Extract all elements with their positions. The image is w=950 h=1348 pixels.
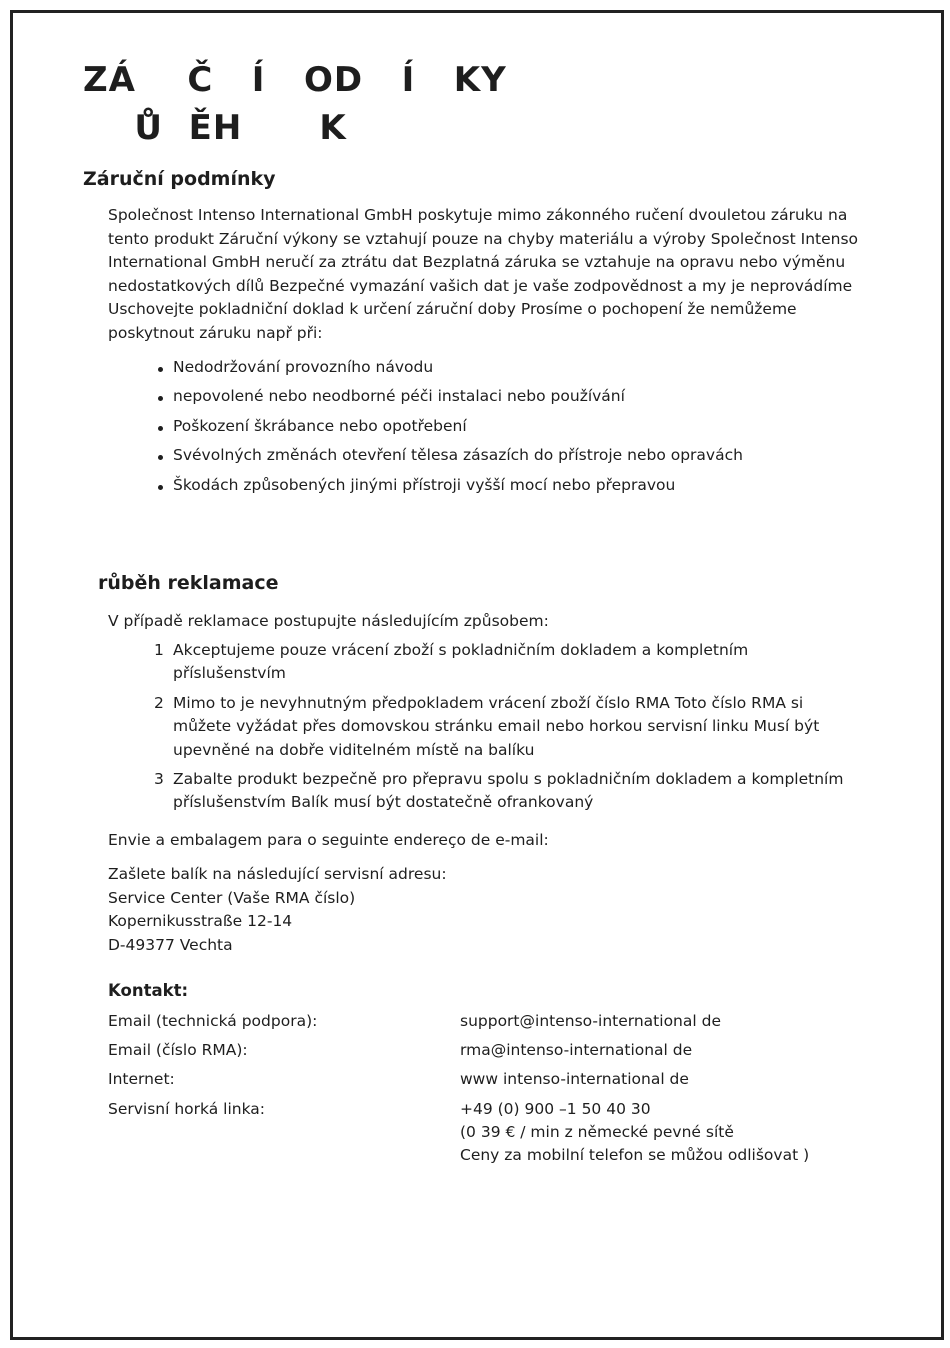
step-line: příslušenstvím (173, 664, 286, 682)
email-note: Envie a embalagem para o seguinte endereço de e-mail: (108, 831, 549, 849)
list-item: nepovolené nebo neodborné péči instalaci nebo používání (173, 387, 625, 405)
step-line: můžete vyžádat přes domovskou stránku email nebo horkou servisní linku Musí být (173, 717, 820, 735)
address-line: Kopernikusstraße 12-14 (108, 912, 293, 930)
contact-heading: Kontakt: (108, 981, 189, 1000)
contact-hotline-note: Ceny za mobilní telefon se můžou odlišovat ) (460, 1146, 810, 1164)
contact-email-support[interactable]: support@intenso-international de (460, 1012, 721, 1030)
warranty-heading: Záruční podmínky (83, 168, 276, 190)
page-title-line-2: Ů ĚH K (83, 108, 347, 148)
list-item: Škodách způsobených jinými přístroji vyšší mocí nebo přepravou (173, 476, 676, 494)
contact-label: Email (technická podpora): (108, 1012, 318, 1030)
list-item: Svévolných změnách otevření tělesa zásazích do přístroje nebo opravách (173, 446, 743, 464)
service-address (108, 863, 447, 957)
address-line: Service Center (Vaše RMA číslo) (108, 888, 356, 907)
bullet-dot (158, 367, 163, 372)
step-line: Akceptujeme pouze vrácení zboží s pokladničním dokladem a kompletním (173, 641, 749, 659)
step-line: Mimo to je nevyhnutným předpokladem vrácení zboží číslo RMA Toto číslo RMA si (173, 694, 804, 712)
warranty-intro-line: poskytnout záruku např při: (108, 323, 323, 342)
list-item: Nedodržování provozního návodu (173, 358, 434, 376)
address-line: D-49377 Vechta (108, 935, 233, 954)
warranty-intro-line: tento produkt Záruční výkony se vztahují pouze na chyby materiálu a výroby Společnost Intenso (108, 229, 859, 248)
warranty-intro-line: International GmbH neručí za ztrátu dat Bezplatná záruka se vztahuje na opravu nebo výměnu (108, 253, 846, 271)
step-line: příslušenstvím Balík musí být dostatečně ofrankovaný (173, 793, 594, 811)
step-line: Zabalte produkt bezpečně pro přepravu spolu s pokladničním dokladem a kompletním (173, 770, 844, 788)
warranty-intro-line: nedostatkových dílů Bezpečné vymazání vašich dat je vaše zodpovědnost a my je neprovádíme (108, 276, 853, 295)
warranty-intro (108, 204, 858, 345)
contact-label: Email (číslo RMA): (108, 1041, 248, 1059)
bullet-dot (158, 455, 163, 460)
step-number: 3 (154, 770, 164, 788)
list-item: Poškození škrábance nebo opotřebení (173, 417, 467, 435)
bullet-dot (158, 426, 163, 431)
warranty-intro-line: Společnost Intenso International GmbH poskytuje mimo zákonného ručení dvouletou záruku na (108, 206, 848, 224)
page-title-line-1: ZÁ Č Í OD Í KY (83, 60, 507, 100)
bullet-dot (158, 485, 163, 490)
contact-website[interactable]: www intenso-international de (460, 1070, 689, 1088)
step-number: 2 (154, 694, 164, 712)
claims-heading: růběh reklamace (98, 572, 279, 594)
step-number: 1 (154, 641, 164, 659)
contact-hotline-number: +49 (0) 900 –1 50 40 30 (460, 1100, 651, 1118)
contact-email-rma[interactable]: rma@intenso-international de (460, 1041, 693, 1059)
bullet-dot (158, 396, 163, 401)
address-line: Zašlete balík na následující servisní adresu: (108, 865, 447, 883)
contact-label: Servisní horká linka: (108, 1100, 266, 1118)
claims-intro: V případě reklamace postupujte následujícím způsobem: (108, 612, 549, 630)
step-line: upevněné na dobře viditelném místě na balíku (173, 741, 535, 759)
contact-hotline-note: (0 39 € / min z německé pevné sítě (460, 1123, 734, 1141)
contact-label: Internet: (108, 1070, 175, 1088)
warranty-intro-line: Uschovejte pokladniční doklad k určení záruční doby Prosíme o pochopení že nemůžeme (108, 300, 797, 318)
